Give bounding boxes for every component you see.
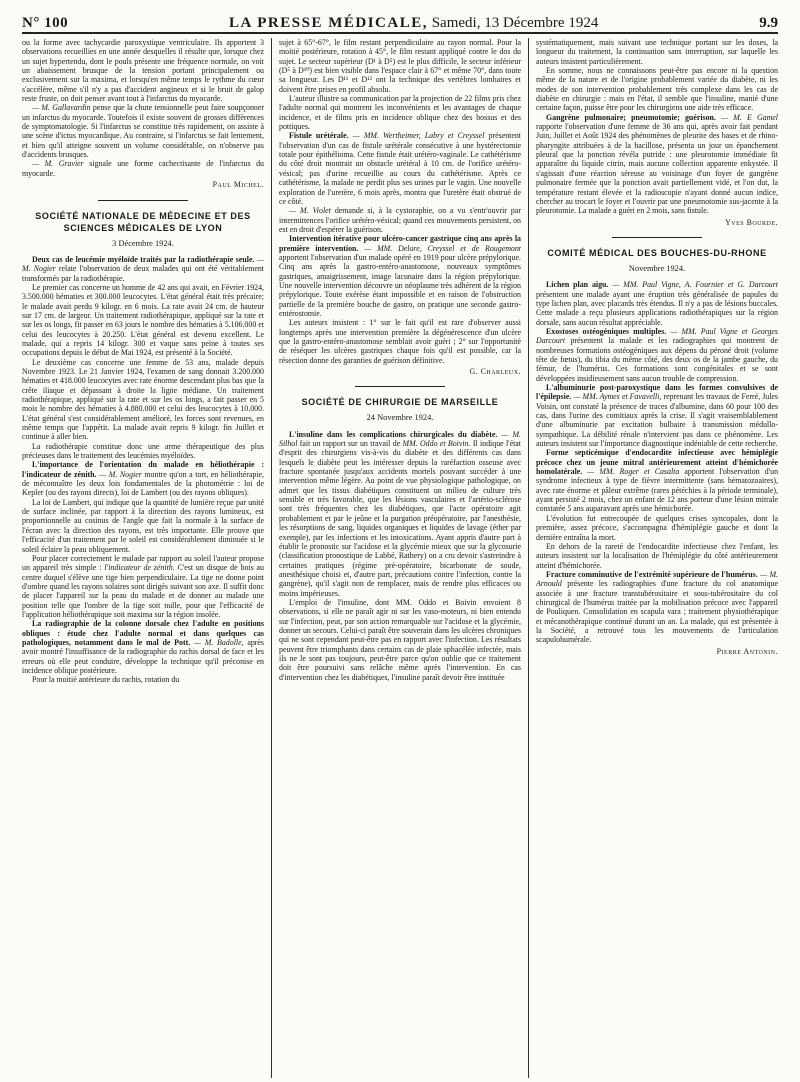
journal-title: LA PRESSE MÉDICALE, (229, 15, 428, 31)
paragraph-text: apportent l'observation d'un syndrome infectieux à type de fièvre intermittente (sans hématozoaires), avec rate énorme et pâleur extrême (rares pétéchies à la période terminale), ayant persisté 2 mois, chez un enfant de 12 ans porteur d'une lésion mitrale constatée 5 ans auparavant après une hémichorée. (536, 467, 778, 514)
signature: Paul Michel. (212, 180, 264, 190)
paragraph (22, 159, 264, 178)
issue-date: Samedi, 13 Décembre 1924 (431, 15, 599, 31)
paragraph-text: présente les radiographies d'une fracture du col anatomique associée à une fracture transtubérositaire et sous-tubérositaire du col chirurgical de l'humérus traitée par la mobilisation précoce avec l'appareil de Pouliquen. Consolidation en scapula vara ; traitement physiothérapique et mécanothérapique continué durant un an. La malade, qui est présentée à la Société, a retrouvé tous les mouvements de l'articulation scapulohumérale. (536, 579, 778, 645)
communication-title: Fistule urétérale. (289, 131, 349, 141)
paragraph (22, 554, 264, 619)
signature: Pierre Antonin. (716, 646, 778, 656)
communication-title: Lichen plan aigu. (546, 280, 609, 290)
paragraph: L'auteur illustre sa communication par la projection de 22 films pris chez l'adulte normal qui montrent les inconvénients et les avantages de chaque incidence, et de films pris en incidence oblique chez des bossus et des pottiques. (279, 94, 521, 132)
paragraph (536, 383, 778, 448)
author-name: — M. Arnould (536, 569, 778, 589)
paragraph (279, 430, 521, 598)
paragraph (279, 206, 521, 234)
author-name: — M. Gravier (32, 159, 84, 169)
paragraph (22, 103, 264, 159)
page-number-right: 9.9 (759, 15, 778, 31)
author-name: — M. Nogier (22, 254, 264, 274)
communication-title: Fracture comminutive de l'extrémité supérieure de l'humérus. (546, 569, 758, 579)
paragraph: L'évolution fut entrecoupée de quelques crises syncopales, dont la première, assez précoce, s'accompagna d'hémiplégie gauche et dont la dernière entraîna la mort. (536, 513, 778, 542)
communication-title: Forme septicémique d'endocardite infectieuse avec hémiplégie précoce chez un jeune mitral antérieurement atteint d'hémichorée homolatérale. (536, 448, 778, 477)
author-name: — MM. Aymes et Favavelli, (571, 392, 662, 402)
signature: Yves Bourde. (725, 217, 778, 227)
paragraph-text: reprenant les travaux de Ferré, Jules Voisin, ont constaté la présence de traces d'albumine, dans 60 pour 100 des cas, dans l'urine des comitiaux après la crise. Il s'agit vraisemblablement d'une albuminurie par excitation bulbaire à transmission médullo-sympathique. La débilité rénale n'intervient pas dans ce phénomène. Les auteurs insistent sur l'importance diagnostique indéniable de cette recherche. (536, 392, 778, 449)
page-number-left: N° 100 (22, 15, 69, 31)
column-rule (528, 38, 529, 1078)
paragraph (536, 280, 778, 327)
society-title: COMITÉ MÉDICAL DES BOUCHES-DU-RHONE (547, 247, 767, 258)
paragraph (22, 255, 264, 283)
paragraph-text: demande si, à la cystoraphie, on a vu s'entr'ouvrir par intermittences l'orifice urétéro-vésical; quand ces mouvements persistent, on est en droit d'espérer la guérison. (279, 206, 521, 234)
paragraph-text: présentent la malade et les radiographies qui montrent de nombreuses formations ostéogéniques aux dépens du péroné droit (volume tête de fœtus), du tibia du même côté, des deux os de la jambe gauche, du fémur, de l'humérus. Ces formations sont congénitales et se sont développées insidieusement sans aucun trouble de compression. (536, 336, 778, 383)
device-name: l'indicateur de zénith. (101, 563, 175, 573)
author-name: — M. Nogier (96, 469, 142, 479)
paragraph-text: apportent l'observation d'un malade opéré en 1919 pour ulcère prépylorique. Cinq ans après la gastro-entéro-anastomose, nouveaux symptômes gastriques, amaigrissement, image lacunaire dans la région prépylorique. Une nouvelle intervention découvre un néoplasme très adhérent de la région prépylorique. Toute exérèse étant impossible et en raison de l'obstruction partielle de la première bouche de gastro, on pratique une seconde gastro-entérostomie. (279, 252, 521, 318)
paragraph (536, 113, 778, 216)
paragraph: Le premier cas concerne un homme de 42 ans qui avait, en Février 1924, 3.500.000 hématies et 300.000 leucocytes. L'état général était très précaire; le malade avait perdu 9 kilogr. en 6 mois. La rate avait 24 cm. de hauteur sur 17 cm. de largeur. Un traitement radiothérapique, appliqué sur la rate et sur les os longs, fit passer en 63 jours le nombre des hématies à 5.106.000 et celui des leucocytes à 20.250. L'état général est devenu excellent. Le malade, qui a repris 14 kilogr. 300 et vaque sans peine à toutes ses occupations depuis le début de Mai 1924, est présenté à la Société. (22, 282, 264, 358)
paragraph-text: présentent l'observation d'un cas de fistule urétérale consécutive à une hystérectomie totale pour épithélioma. Cette fistule était urétéro-vaginale. Le cathétérisme du côté droit montrait un obstacle urétéral à 10 cm. de l'orifice urétéro-vésical; pas d'urine recueillie au cours du cathétérisme. Après ce cathétérisme, la malade ne perdit plus ses urines par le vagin. Une nouvelle exploration de l'uretère, 6 mois après, montra que l'uretère était obstrué de ce côté. (279, 131, 521, 206)
section-divider (355, 386, 445, 387)
communication-title: L'albuminurie post-paroxystique dans les formes convulsives de l'épilepsie. (536, 383, 778, 402)
paragraph-text: signale une forme cachectisante de l'infarctus du myocarde. (22, 159, 264, 178)
section-divider (612, 237, 702, 238)
paragraph-text: Il indique l'état d'esprit des chirurgiens vis-à-vis du diabète et des différents cas dans lesquels le diabète peut les intéresser depuis la raréfaction osseuse avec fracture spontanée jusqu'aux accidents mortels pouvant succéder à une intervention même légère. Au point de vue physiologique pathologique, on admet que les tissus diabétiques constituent un milieu de culture très sensible et très favorable, que les lésions vasculaires et l'artério-sclérose sont très fréquentes chez les diabétiques, que l'acte opératoire agit probablement et par le jeûne et la purgation préopératoire, par l'anesthésie, les résorptions de sang, liquides organiques et liquides de lavage (éther par exemple), par les infections et les intoxications. Ayant appris d'autre part à établir le pronostic sur l'acidose et la glycémie mieux que sur la glycosurie (classification pronostique de Labbé, Rathery) on a cru devoir s'astreindre à certaines pratiques (régime pré-opératoire, bicarbonate de soude, anesthésique choisi et, d'autre part, précautions contre l'infection, contre la gangrène), qu'il s'agit non de remplacer, mais de rendre plus efficaces ou moins impérieuses. (279, 439, 521, 598)
author-name: MM. Oddo et Boivin. (402, 439, 471, 449)
paragraph (279, 234, 521, 318)
paragraph: En dehors de la rareté de l'endocardite infectieuse chez l'enfant, les auteurs insistent sur la localisation de l'hémiplégie du côté antérieurement atteint d'hémichorée. (536, 541, 778, 570)
paragraph: L'emploi de l'insuline, dont MM. Oddo et Boivin envoient 8 observations, si elle ne paraît agir ni sur les vaso-moteurs, ni bien entendu sur l'infection, peut, par son action remarquable sur l'acidose et la glycémie, donner un secours. Celui-ci paraît être souverain dans les ulcères chroniques qui ne sont cependant peut-être pas en rapport avec l'infection. Les résultats peuvent être triomphants dans certains cas de plaie sphacélée infectée, mais ils ne le sont pas toujours, peut-être parce qu'on oublie que ce traitement doit être poursuivi sans relâche même après l'intervention. En cas d'intervention chez les diabétiques, l'insuline paraît devoir être instituée (279, 597, 521, 682)
article-columns (22, 38, 778, 1078)
paragraph-text: relate l'observation de deux malades qui ont été véritablement transformés par la radiothérapie. (22, 264, 264, 283)
society-title: SOCIÉTÉ DE CHIRURGIE DE MARSEILLE (301, 397, 499, 408)
paragraph: Pour la moitié antérieure du rachis, rotation du (32, 675, 180, 685)
paragraph: Le deuxième cas concerne une femme de 53 ans, malade depuis Novembre 1923. Le 21 Janvier 1924, l'examen de sang donnait 3.200.000 hématies et 418.000 leucocytes avec rate énorme descendant plus bas que la crête iliaque et dépassant à droite la ligne médiane. Un traitement radiothérapique, appliqué sur la rate et sur les os longs, a fait passer en 5 mois le nombre des hématies à 4.880.000 et celui des leucocytes à 10.000. L'état général s'est considérablement amélioré, les forces sont revenues, en même temps que l'appétit. La malade avait repris 9 kilogr. fin Juillet et continue à aller bien. (22, 357, 264, 442)
society-date: 24 Novembre 1924. (366, 413, 434, 423)
author-name: — M. Silhol (279, 429, 521, 449)
paragraph (536, 448, 778, 513)
signature: G. Charleux. (469, 367, 521, 377)
author-name: — MM. Roger et Casalta (582, 467, 680, 477)
column-1 (22, 38, 264, 1078)
paragraph: Les auteurs insistent : 1° sur le fait qu'il est rare d'observer aussi longtemps après une intervention première la dégénérescence d'un ulcère que la gastro-entéro-anastomose semblait avoir guéri ; 2° sur l'opportunité de réséquer les ulcères gastriques chaque fois qu'il est possible, car la résection donne des garanties de guérison définitive. (279, 318, 521, 365)
communication-title: L'insuline dans les complications chirurgicales du diabète. (289, 429, 498, 439)
society-title: SOCIÉTÉ NATIONALE DE MÉDECINE ET DES SCIENCES MÉDICALES DE LYON (35, 210, 251, 233)
communication-title: L'importance de l'orientation du malade en héliothérapie : l'indicateur de zénith. (22, 460, 264, 479)
paragraph-text: pense que la chute tensionnelle peut faire soupçonner un infarctus du myocarde. Toutefois il existe souvent de grosses différences de symptomatologie. Si l'infarctus se constitue très rapidement, on assiste à une scène d'ictus myocardique. Au contraire, si l'infarctus se fait lentement, et bien qu'il atteigne souvent un volume considérable, on n'observe pas d'accidents brusques. (22, 103, 264, 160)
author-name: — MM. Paul Vigne, A. Fournier et G. Darcourt (608, 280, 778, 290)
paragraph (536, 570, 778, 645)
paragraph: La loi de Lambert, qui indique que la quantité de lumière reçue par unité de surface inclinée, par rapport à la direction des rayons lumineux, est proportionnelle au cosinus de l'angle que fait la normale à la surface de l'écran avec la direction des rayons, est très importante. Elle prouve que l'efficacité d'un traitement par le soleil est considérablement diminuée si le soleil éclaire la peau obliquement. (22, 497, 264, 554)
communication-title: Deux cas de leucémie myéloïde traités par la radiothérapie seule. (32, 254, 255, 264)
author-name: — MM. Wertheimer, Labry et Creyssel (348, 131, 485, 141)
paragraph: En somme, nous ne connaissons peut-être pas encore ni la question même de la nature et de l'origine probablement variée du diabète, ni les modes de son intervention probablement très complexe dans les cas de diabète en chirurgie : mais en l'état, il semble que l'insuline, manié d'une certaine façon, puisse être pour les chirurgiens une aide très efficace. (536, 66, 778, 113)
paragraph: sujet à 65°-67°, le film restant perpendiculaire au rayon normal. Pour la moitié postérieure, rotation à 45°, le film restant appliqué contre le dos du sujet. Le secteur supérieur (D¹ à D⁵) est le plus difficile, le secteur inférieur (D⁵ à D¹⁰) est bien visible dans l'espace clair à 67° et même 70°, dans toute sa longueur. Les D¹¹ et D¹² ont la technique des vertèbres lombaires et doivent être prises en profil absolu. (279, 38, 521, 94)
paragraph: La radiothérapie constitue donc une arme thérapeutique des plus précieuses dans le traitement des leucémies myéloïdes. (22, 441, 264, 461)
communication-title: Gangrène pulmonaire; pneumotomie; guérison. (546, 112, 716, 122)
communication-title: Exostoses ostéogéniques multiples. (546, 326, 667, 336)
author-name: — MM. Delore, Creyssel et de Rougemont (358, 243, 521, 253)
author-name: — M. Gallavardin (32, 103, 91, 113)
column-2 (279, 38, 521, 1078)
section-divider (98, 200, 188, 201)
paragraph (22, 460, 264, 497)
author-name: — M. Violet (289, 206, 331, 216)
paragraph (22, 619, 264, 675)
paragraph (279, 131, 521, 206)
journal-masthead (229, 15, 598, 32)
paragraph-text: présentent une malade ayant une éruption très généralisée de papules du type lichen plan, avec placards très étendus. Il n'y a pas de lésions buccales. Cette malade a reçu plusieurs applications radiothérapiques sur la région dorsale, sans aucun résultat appréciable. (536, 289, 778, 327)
society-date: Novembre 1924. (628, 263, 686, 273)
paragraph-text: Pour placer correctement le malade par rapport au soleil l'auteur propose un appareil très simple : (22, 553, 264, 573)
communication-title: La radiographie de la colonne dorsale chez l'adulte en positions obliques : étude chez l'adulte normal et dans quelques cas pathologiques, notamment dans le mal de Pott. (22, 619, 264, 647)
paragraph: ou la forme avec tachycardie paroxystique ventriculaire. Ils apportent 3 observations recueillies en une année desquelles il résulte que, lorsque chez un sujet hypertendu, dont le pouls présente une fréquence normale, on voit un abaissement brusque de la tension portant principalement ou exclusivement sur la maxima, et lorsqu'en même temps le rythme du cœur s'accélère, même s'il n'y a pas d'accident angineux et si le bruit de galop reste fruste, on doit penser avant tout à l'infarctus du myocarde. (22, 38, 264, 104)
paragraph-text: rapporte l'observation d'une femme de 36 ans qui, après avoir fait pendant Juin, Juillet et Août 1924 des phénomènes de pleurite des bases et de rhino-pharyngite attribuées à de la bacillose, présenta un jour un épanchement pleural que la ponction révéla putride : une pleurotomie immédiate fit apparaître du liquide citrin, mais aucune collection apparente enkystée. Il s'agissait d'une réaction séreuse au voisinage d'un foyer de gangrène pulmonaire fermée que la ponction avait partiellement vidé, et l'on dut, la température restant élevée et la radioscopie n'ayant donné aucun indice, chercher au trocart le foyer et l'ouvrir par une pneumotomie sus-jacente à la pleurotomie. La malade a guéri en 2 mois, sans fistule. (536, 122, 778, 216)
page-header (22, 8, 778, 34)
paragraph (536, 327, 778, 383)
paragraph: systématiquement, mais suivant une technique portant sur les doses, la longueur du traitement, la continuation sans interruption, sur laquelle les auteurs insistent particulièrement. (536, 38, 778, 66)
paragraph-text: montre qu'on a tort, en héliothérapie, de méconnaître les deux lois fondamentales de la photométrie : loi de Kepler (ou des rayons directs), loi de Lambert (ou des rayons obliques). (22, 469, 264, 498)
communication-title: Intervention itérative pour ulcéro-cancer gastrique cinq ans après la première intervention. (279, 234, 521, 253)
author-name: — M. Badolle, (190, 637, 244, 647)
author-name: — M. E Gamel (715, 112, 778, 122)
paragraph-text: fait un rapport sur un travail de (297, 439, 403, 449)
society-date: 3 Décembre 1924. (112, 238, 174, 248)
column-3 (536, 38, 778, 1078)
paragraph-text: C'est un disque de bois au centre duquel s'élève une tige bien perpendiculaire. La tige ne donne point d'ombre quand les rayons solaires sont dirigés suivant son axe. Il suffit donc de placer l'appareil sur la peau du malade et de donner au malade une position telle que l'ombre de la tige soit nulle, pour que l'efficacité de l'application héliothérapique soit maxima sur la région insolée. (22, 563, 264, 619)
author-name: — MM. Paul Vigne et Georges Darcourt (536, 326, 778, 346)
paragraph-text: après avoir montré l'insuffisance de la radiographie du rachis dorsal de face et les erreurs où elle peut conduire, développe la technique qu'il préconise en incidence oblique postérieure. (22, 637, 264, 675)
column-rule (271, 38, 272, 1078)
